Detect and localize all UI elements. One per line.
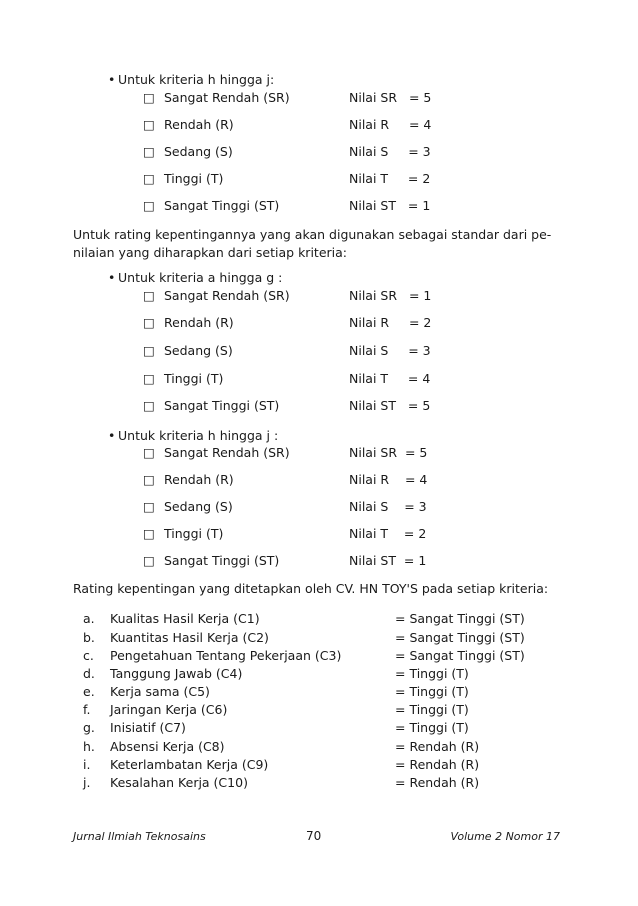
square-bullet-icon: □ (143, 90, 155, 105)
square-bullet-icon: □ (143, 472, 155, 487)
square-bullet-icon: □ (143, 445, 155, 460)
square-bullet-icon: □ (143, 117, 155, 132)
square-bullet-icon: □ (143, 171, 155, 186)
bullet-dot-icon: • (108, 428, 116, 443)
bullet-h-to-j-1 (108, 72, 275, 87)
square-bullet-icon: □ (143, 371, 155, 386)
bullet-dot-icon: • (108, 270, 116, 285)
bullet-dot-icon: • (108, 72, 116, 87)
page-number: 70 (306, 829, 322, 843)
square-bullet-icon: □ (143, 499, 155, 514)
square-bullet-icon: □ (143, 315, 155, 330)
footer-journal-name: Jurnal Ilmiah Teknosains (73, 830, 206, 843)
square-bullet-icon: □ (143, 288, 155, 303)
paragraph-standard-rating: Untuk rating kepentingannya yang akan digunakan sebagai standar dari pe-nilaian yang diharapkan dari setiap kriteria: (73, 227, 552, 260)
footer-volume: Volume 2 Nomor 17 (450, 830, 560, 843)
square-bullet-icon: □ (143, 343, 155, 358)
square-bullet-icon: □ (143, 144, 155, 159)
paragraph-company-rating: Rating kepentingan yang ditetapkan oleh CV. HN TOY'S pada setiap kriteria: (73, 581, 549, 596)
bullet-text: Untuk kriteria a hingga g : (118, 270, 283, 285)
document-page: • Untuk kriteria h hingga j: □ Sangat Rendah (SR) Nilai SR = 5 □ Rendah (R) Nilai R = 4 □ Sedang (S) Nilai S = 3 □ Tinggi (T) Nilai T = 2 □ Sangat Tinggi (ST) Nilai ST = 1 Untuk rating kepentingannya yang akan digunakan sebagai standar dari pe-nilaian yang diharapkan dari setiap kriteria: • Untuk kriteria a hingga g : □ Sangat Rendah (SR) Nilai SR = 1 □ Rendah (R) Nilai R = 2 □ Sedang (S) Nilai S = 3 □ Tinggi (T) Nilai T = 4 □ Sangat Tinggi (ST) Nilai ST = 5 • Untuk kriteria h hingga j : □ Sangat Rendah (SR) Nilai SR = 5 □ Rendah (R) Nilai R = 4 □ Sedang (S) Nilai S = 3 □ Tinggi (T) Nilai T = 2 □ Sangat Tinggi (ST) Nilai ST = 1 Rating kepentingan yang ditetapkan oleh CV. HN TOY'S pada setiap kriteria: a. Kualitas Hasil Kerja (C1) = Sangat Tinggi (ST) b. Kuantitas Hasil Kerja (C2) = Sangat Tinggi (ST) c. Pengetahuan Tentang Pekerjaan (C3) = Sangat Tinggi (ST) d. Tanggung Jawab (C4) = Tinggi (T) e. Kerja sama (C5) = Tinggi (T) f. Jaringan Kerja (C6) = Tinggi (T) g. Inisiatif (C7) = Tinggi (T) h. Absensi Kerja (C8) = Rendah (R) i. Keterlambatan Kerja (C9) = Rendah (R) j. Kesalahan Kerja (C10) = Rendah (R) Jurnal Ilmiah Teknosains 70 Volume 2 Nomor 17 (0, 0, 638, 906)
square-bullet-icon: □ (143, 398, 155, 413)
bullet-text: Untuk kriteria h hingga j : (118, 428, 279, 443)
bullet-text: Untuk kriteria h hingga j: (118, 72, 275, 87)
bullet-a-to-g (108, 270, 283, 285)
bullet-h-to-j-2 (108, 428, 279, 443)
square-bullet-icon: □ (143, 198, 155, 213)
square-bullet-icon: □ (143, 526, 155, 541)
square-bullet-icon: □ (143, 553, 155, 568)
